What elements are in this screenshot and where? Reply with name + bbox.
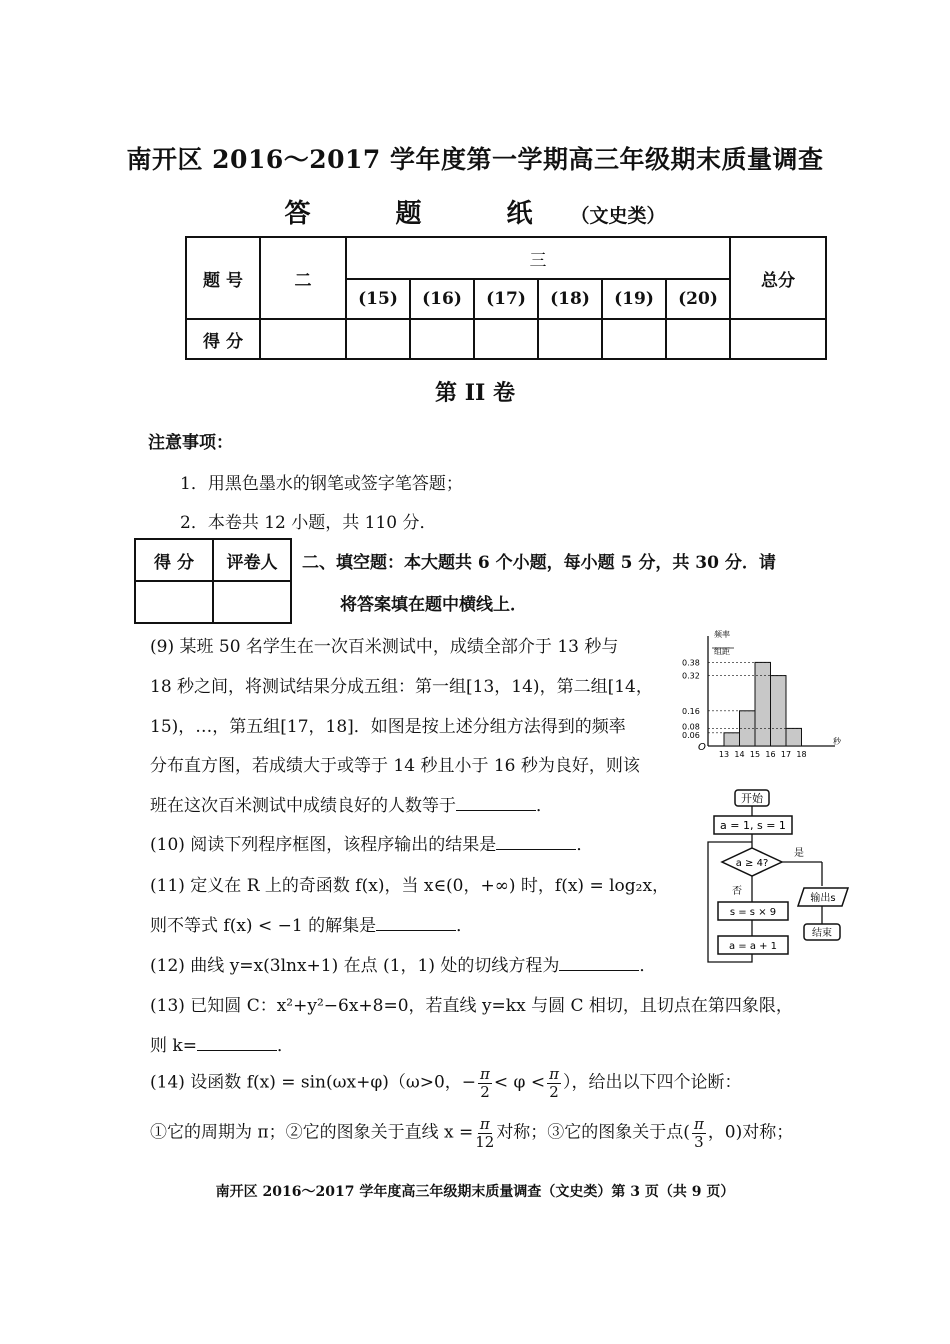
question-header: (17)	[474, 279, 538, 319]
histogram-bar	[724, 733, 740, 746]
q9-line: 15)，…，第五组[17，18]．如图是按上述分组方法得到的频率	[150, 717, 626, 737]
q9-answer-blank[interactable]	[456, 796, 536, 811]
q14-part3: ），给出以下四个论断：	[562, 1072, 742, 1093]
q10-text: (10) 阅读下列程序框图，该程序输出的结果是	[150, 835, 497, 855]
flow-condition: a ≥ 4?	[735, 858, 769, 869]
program-flowchart	[700, 786, 860, 976]
q9-line	[150, 791, 553, 816]
x-tick-label: 14	[734, 750, 745, 759]
q14-part2: < φ <	[493, 1072, 546, 1093]
histogram-bar	[786, 728, 802, 746]
q9-line: (9) 某班 50 名学生在一次百米测试中，成绩全部介于 13 秒与	[150, 637, 619, 657]
q9-line: 18 秒之间，将测试结果分成五组：第一组[13，14)，第二组[14，	[150, 677, 653, 697]
label-grader: 评卷人	[213, 539, 291, 581]
answer-sheet-category: （文史类）	[570, 205, 666, 227]
q11-line2	[150, 911, 473, 936]
q13-text: 则 k=	[150, 1036, 197, 1056]
answer-sheet-title	[0, 193, 950, 230]
question-header: (20)	[666, 279, 730, 319]
notice-heading: 注意事项：	[148, 433, 233, 453]
q11-line1: (11) 定义在 R 上的奇函数 f(x)，当 x∈(0，+∞) 时，f(x) = log₂x，	[150, 876, 670, 896]
q10	[150, 830, 593, 855]
section-two-heading: 二、填空题：本大题共 6 个小题，每小题 5 分，共 30 分．请	[302, 553, 776, 573]
fraction-pi-over-3: $\frac{\pi}{3}$	[693, 1115, 704, 1151]
score-cell[interactable]	[410, 319, 474, 359]
label-total: 总分	[730, 237, 826, 319]
answer-sheet-main: 答 题 纸	[284, 199, 571, 229]
q14-line1	[150, 1066, 741, 1100]
q10-answer-blank[interactable]	[496, 835, 576, 850]
q9-end: ．	[536, 796, 553, 816]
label-question-number: 题 号	[186, 237, 260, 319]
q14-line2-a: ①它的周期为 π；②它的图象关于直线 x =	[150, 1122, 474, 1143]
question-header: (18)	[538, 279, 602, 319]
score-cell[interactable]	[666, 319, 730, 359]
flow-step2: a = a + 1	[728, 941, 778, 952]
x-tick-label: 18	[796, 750, 807, 759]
histogram-bar	[771, 676, 787, 746]
x-axis-label: 秒	[833, 737, 841, 746]
score-cell[interactable]	[602, 319, 666, 359]
x-tick-label: 15	[749, 750, 761, 759]
y-tick-label: 0.08	[682, 722, 700, 732]
score-cell[interactable]	[135, 581, 213, 623]
grader-cell[interactable]	[213, 581, 291, 623]
q12-end: ．	[639, 956, 657, 976]
q14-line2-b: 对称；③它的图象关于点(	[496, 1122, 690, 1143]
frequency-histogram	[682, 628, 842, 783]
notice-item: 1．用黑色墨水的钢笔或签字笔答题；	[180, 474, 463, 494]
exam-title: 南开区 2016～2017 学年度第一学期高三年级期末质量调查	[126, 145, 824, 174]
q9-line: 分布直方图，若成绩大于或等于 14 秒且小于 16 秒为良好，则该	[150, 756, 640, 776]
q11-answer-blank[interactable]	[376, 916, 456, 931]
q13-line1: (13) 已知圆 C：x²+y²−6x+8=0，若直线 y=kx 与圆 C 相切，且切点在第四象限，	[150, 996, 793, 1016]
grader-table	[134, 538, 292, 624]
q14-line2	[150, 1116, 793, 1150]
total-score-cell[interactable]	[730, 319, 826, 359]
question-header: (19)	[602, 279, 666, 319]
q9-last-line: 班在这次百米测试中成绩良好的人数等于	[150, 796, 456, 816]
score-cell[interactable]	[538, 319, 602, 359]
notice-item: 2．本卷共 12 小题，共 110 分．	[180, 513, 437, 533]
score-cell[interactable]	[346, 319, 410, 359]
flow-start: 开始	[741, 792, 763, 805]
q12	[150, 951, 656, 976]
question-header: (16)	[410, 279, 474, 319]
y-tick-label: 0.16	[682, 706, 700, 716]
y-axis-label-bottom: 组距	[714, 647, 730, 656]
y-tick-label: 0.32	[682, 671, 700, 681]
q13-line2	[150, 1031, 294, 1056]
y-tick-label: 0.38	[682, 658, 700, 668]
label-score: 得 分	[186, 319, 260, 359]
flow-output: 输出s	[810, 893, 836, 904]
fraction-pi-over-2: $\frac{\pi}{2}$	[480, 1065, 490, 1101]
flow-no: 否	[732, 886, 742, 897]
score-table	[185, 236, 827, 360]
histogram-marks	[682, 629, 842, 759]
q13-end: ．	[276, 1036, 294, 1056]
q12-answer-blank[interactable]	[559, 956, 639, 971]
fraction-pi-over-2: $\frac{\pi}{2}$	[549, 1065, 559, 1101]
score-cell[interactable]	[474, 319, 538, 359]
flow-step1: s = s × 9	[729, 907, 777, 918]
question-header: (15)	[346, 279, 410, 319]
score-cell[interactable]	[260, 319, 346, 359]
x-tick-label: 13	[718, 750, 730, 759]
q14-part1: (14) 设函数 f(x) = sin(ωx+φ)（ω>0，−	[150, 1072, 477, 1093]
flow-end: 结束	[812, 928, 832, 939]
q11-end: ．	[456, 916, 474, 936]
flow-init: a = 1, s = 1	[720, 819, 786, 832]
flow-yes: 是	[794, 848, 804, 859]
q12-text: (12) 曲线 y=x(3lnx+1) 在点 (1，1) 处的切线方程为	[150, 956, 560, 976]
page-footer: 南开区 2016～2017 学年度高三年级期末质量调查（文史类）第 3 页（共 9 页）	[215, 1184, 735, 1200]
fraction-pi-over-12: $\frac{\pi}{12}$	[475, 1115, 495, 1151]
q13-answer-blank[interactable]	[197, 1036, 277, 1051]
label-section-three: 三	[346, 237, 730, 279]
volume-title: 第 II 卷	[435, 380, 515, 406]
section-two-instruction: 将答案填在题中横线上．	[340, 595, 527, 615]
histogram-bar	[755, 662, 771, 746]
q14-line2-c: ，0)对称；	[707, 1122, 794, 1143]
q10-end: ．	[576, 835, 594, 855]
y-axis-label-top: 频率	[714, 630, 730, 639]
label-score: 得 分	[135, 539, 213, 581]
axis-origin: O	[698, 742, 706, 753]
q11-text: 则不等式 f(x) < −1 的解集是	[150, 916, 377, 936]
y-tick-label: 0.06	[682, 730, 700, 740]
x-tick-label: 17	[780, 750, 792, 759]
x-tick-label: 16	[765, 750, 776, 759]
label-section-two: 二	[260, 237, 346, 319]
